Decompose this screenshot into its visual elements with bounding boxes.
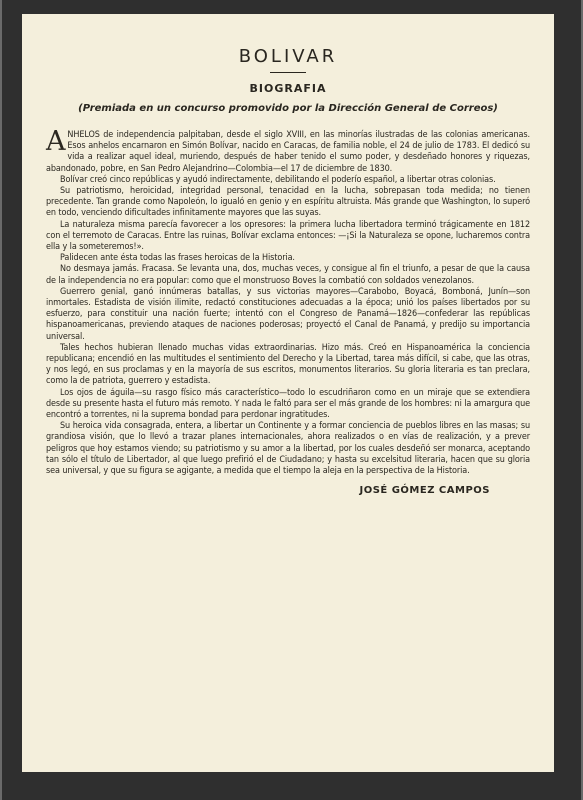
paragraph-4: La naturaleza misma parecía favorecer a los opresores: la primera lucha libertadora terminó trágicamente en 1812 con el terremoto de Caracas. Entre las ruinas, Bolívar exclama entonces: —¡Si la Naturaleza se opone, lucharemos contra ella y la someteremos!».	[46, 219, 530, 253]
title-rule	[270, 72, 306, 73]
paragraph-1: ANHELOS de independencia palpitaban, desde el siglo XVIII, en las minorías ilustradas de las colonias americanas. Esos anhelos encarnaron en Simón Bolívar, nacido en Caracas, de familia noble, el 24 de julio de 1783. El dedicó su vida a realizar aquel ideal, muriendo, después de haber tenido el sumo poder, y desdeñado honores y riquezas, abandonado, pobre, en San Pedro Alejandrino—Colombia—el 17 de diciembre de 1830.	[46, 126, 530, 174]
drop-cap: A	[46, 126, 66, 157]
paragraph-7: Guerrero genial, ganó innúmeras batallas, y sus victorias mayores—Carabobo, Boyacá, Bomboná, Junín—son inmortales. Estadista de visión ilimite, redactó constituciones adecuadas a la época; unió los países libertados por su esfuerzo, para constituir una nación fuerte; intentó con el Congreso de Panamá—1826—confederar las repúblicas hispanoamericanas, previendo ataques de naciones poderosas; proyectó el Canal de Panamá, y predijo su importancia universal.	[46, 286, 530, 342]
author-signature: JOSÉ GÓMEZ CAMPOS	[359, 485, 490, 497]
paragraph-6: No desmaya jamás. Fracasa. Se levanta una, dos, muchas veces, y consigue al fin el triunfo, a pesar de que la causa de la independencia no era popular: como que el monstruoso Boves la combatió con soldados venezolanos.	[46, 264, 530, 286]
paragraph-3: Su patriotismo, heroicidad, integridad personal, tenacidad en la lucha, sobrepasan toda medida; no tienen precedente. Tan grande como Napoleón, lo igualó en genio y en espíritu altruista. Más grande que Washington, lo superó en todo, venciendo dificultades infinitamente mayores que las suyas.	[46, 186, 530, 219]
page-title: BOLIVAR	[238, 46, 338, 67]
award-note: (Premiada en un concurso promovido por la Dirección General de Correos)	[78, 103, 498, 114]
paragraph-10: Su heroica vida consagrada, entera, a libertar un Continente y a formar conciencia de pueblos libres en las masas; su grandiosa visión, que lo llevó a trazar planes internacionales, ahora realizados o en vías de realización, y a prever peligros que hoy estamos viendo; su patriotismo y su amor a la libertad, por los cuales desdeñó ser monarca, aceptando tan sólo el título de Libertador, al que luego prefirió el de Ciudadano; y hasta su excelsitud literaria, hacen que su gloria sea universal, y que su figura se agigante, a medida que el tiempo la aleja en la perspectiva de la Historia.	[46, 421, 530, 477]
paragraph-5: Palidecen ante ésta todas las frases heroicas de la Historia.	[60, 253, 295, 264]
subtitle: BIOGRAFIA	[249, 82, 327, 95]
paragraph-2: Bolívar creó cinco repúblicas y ayudó indirectamente, debilitando el poderío español, a libertar otras colonias.	[60, 174, 496, 185]
biography-card	[22, 14, 554, 772]
biography-text	[46, 126, 530, 477]
paragraph-9: Los ojos de águila—su rasgo físico más característico—todo lo escudriñaron como en un miraje que se extendiera desde su presente hasta el futuro más remoto. Y nada le faltó para ser el más grande de los hombres: ni la amargura que encontró a torrentes, ni la suprema bondad para perdonar ingratitudes.	[46, 387, 530, 421]
paragraph-8: Tales hechos hubieran llenado muchas vidas extraordinarias. Hizo más. Creó en Hispanoamérica la conciencia republicana; encendió en las multitudes el sentimiento del Derecho y la Libertad, tarea más difícil, si cabe, que las otras, y nos legó, en sus proclamas y en la mayoría de sus escritos, monumentos literarios. Su gloria literaria es tan preclara, como la de patriota, guerrero y estadista.	[46, 342, 530, 387]
